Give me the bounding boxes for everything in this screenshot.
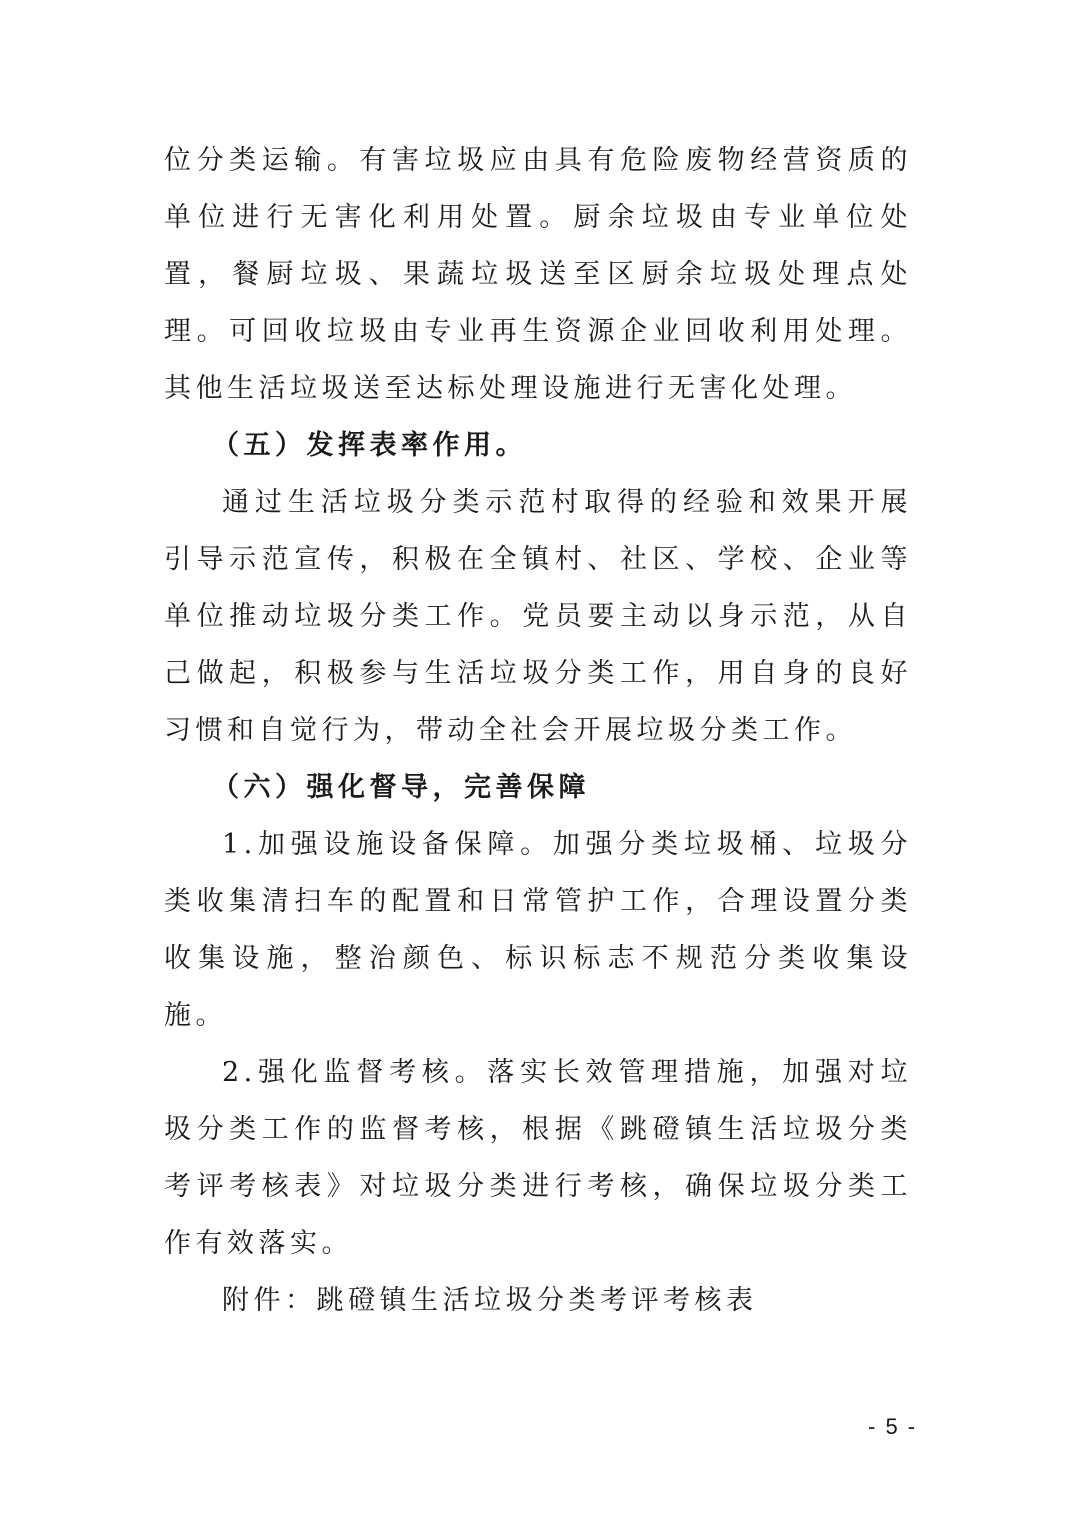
body-paragraph-facilities: 1.加强设施设备保障。加强分类垃圾桶、垃圾分类收集清扫车的配置和日常管护工作，合理设置分类收集设施，整治颜色、标识标志不规范分类收集设施。 [164,829,912,1031]
section-heading-five: （五）发挥表率作用。 [212,430,527,461]
document-body [164,132,912,1329]
body-paragraph-continued: 位分类运输。有害垃圾应由具有危险废物经营资质的单位进行无害化利用处置。厨余垃圾由专业单位处置，餐厨垃圾、果蔬垃圾送至区厨余垃圾处理点处理。可回收垃圾由专业再生资源企业回收利用处理。其他生活垃圾送至达标处理设施进行无害化处理。 [164,145,912,404]
section-heading-six: （六）强化督导，完善保障 [212,772,590,803]
attachment-note: 附件：跳磴镇生活垃圾分类考评考核表 [222,1285,758,1316]
body-paragraph-supervision: 2.强化监督考核。落实长效管理措施，加强对垃圾分类工作的监督考核，根据《跳磴镇生活垃圾分类考评考核表》对垃圾分类进行考核，确保垃圾分类工作有效落实。 [164,1057,912,1259]
page-number: - 5 - [868,1414,918,1439]
body-paragraph-demonstration: 通过生活垃圾分类示范村取得的经验和效果开展引导示范宣传，积极在全镇村、社区、学校、企业等单位推动垃圾分类工作。党员要主动以身示范，从自己做起，积极参与生活垃圾分类工作，用自身的良好习惯和自觉行为，带动全社会开展垃圾分类工作。 [164,487,912,746]
